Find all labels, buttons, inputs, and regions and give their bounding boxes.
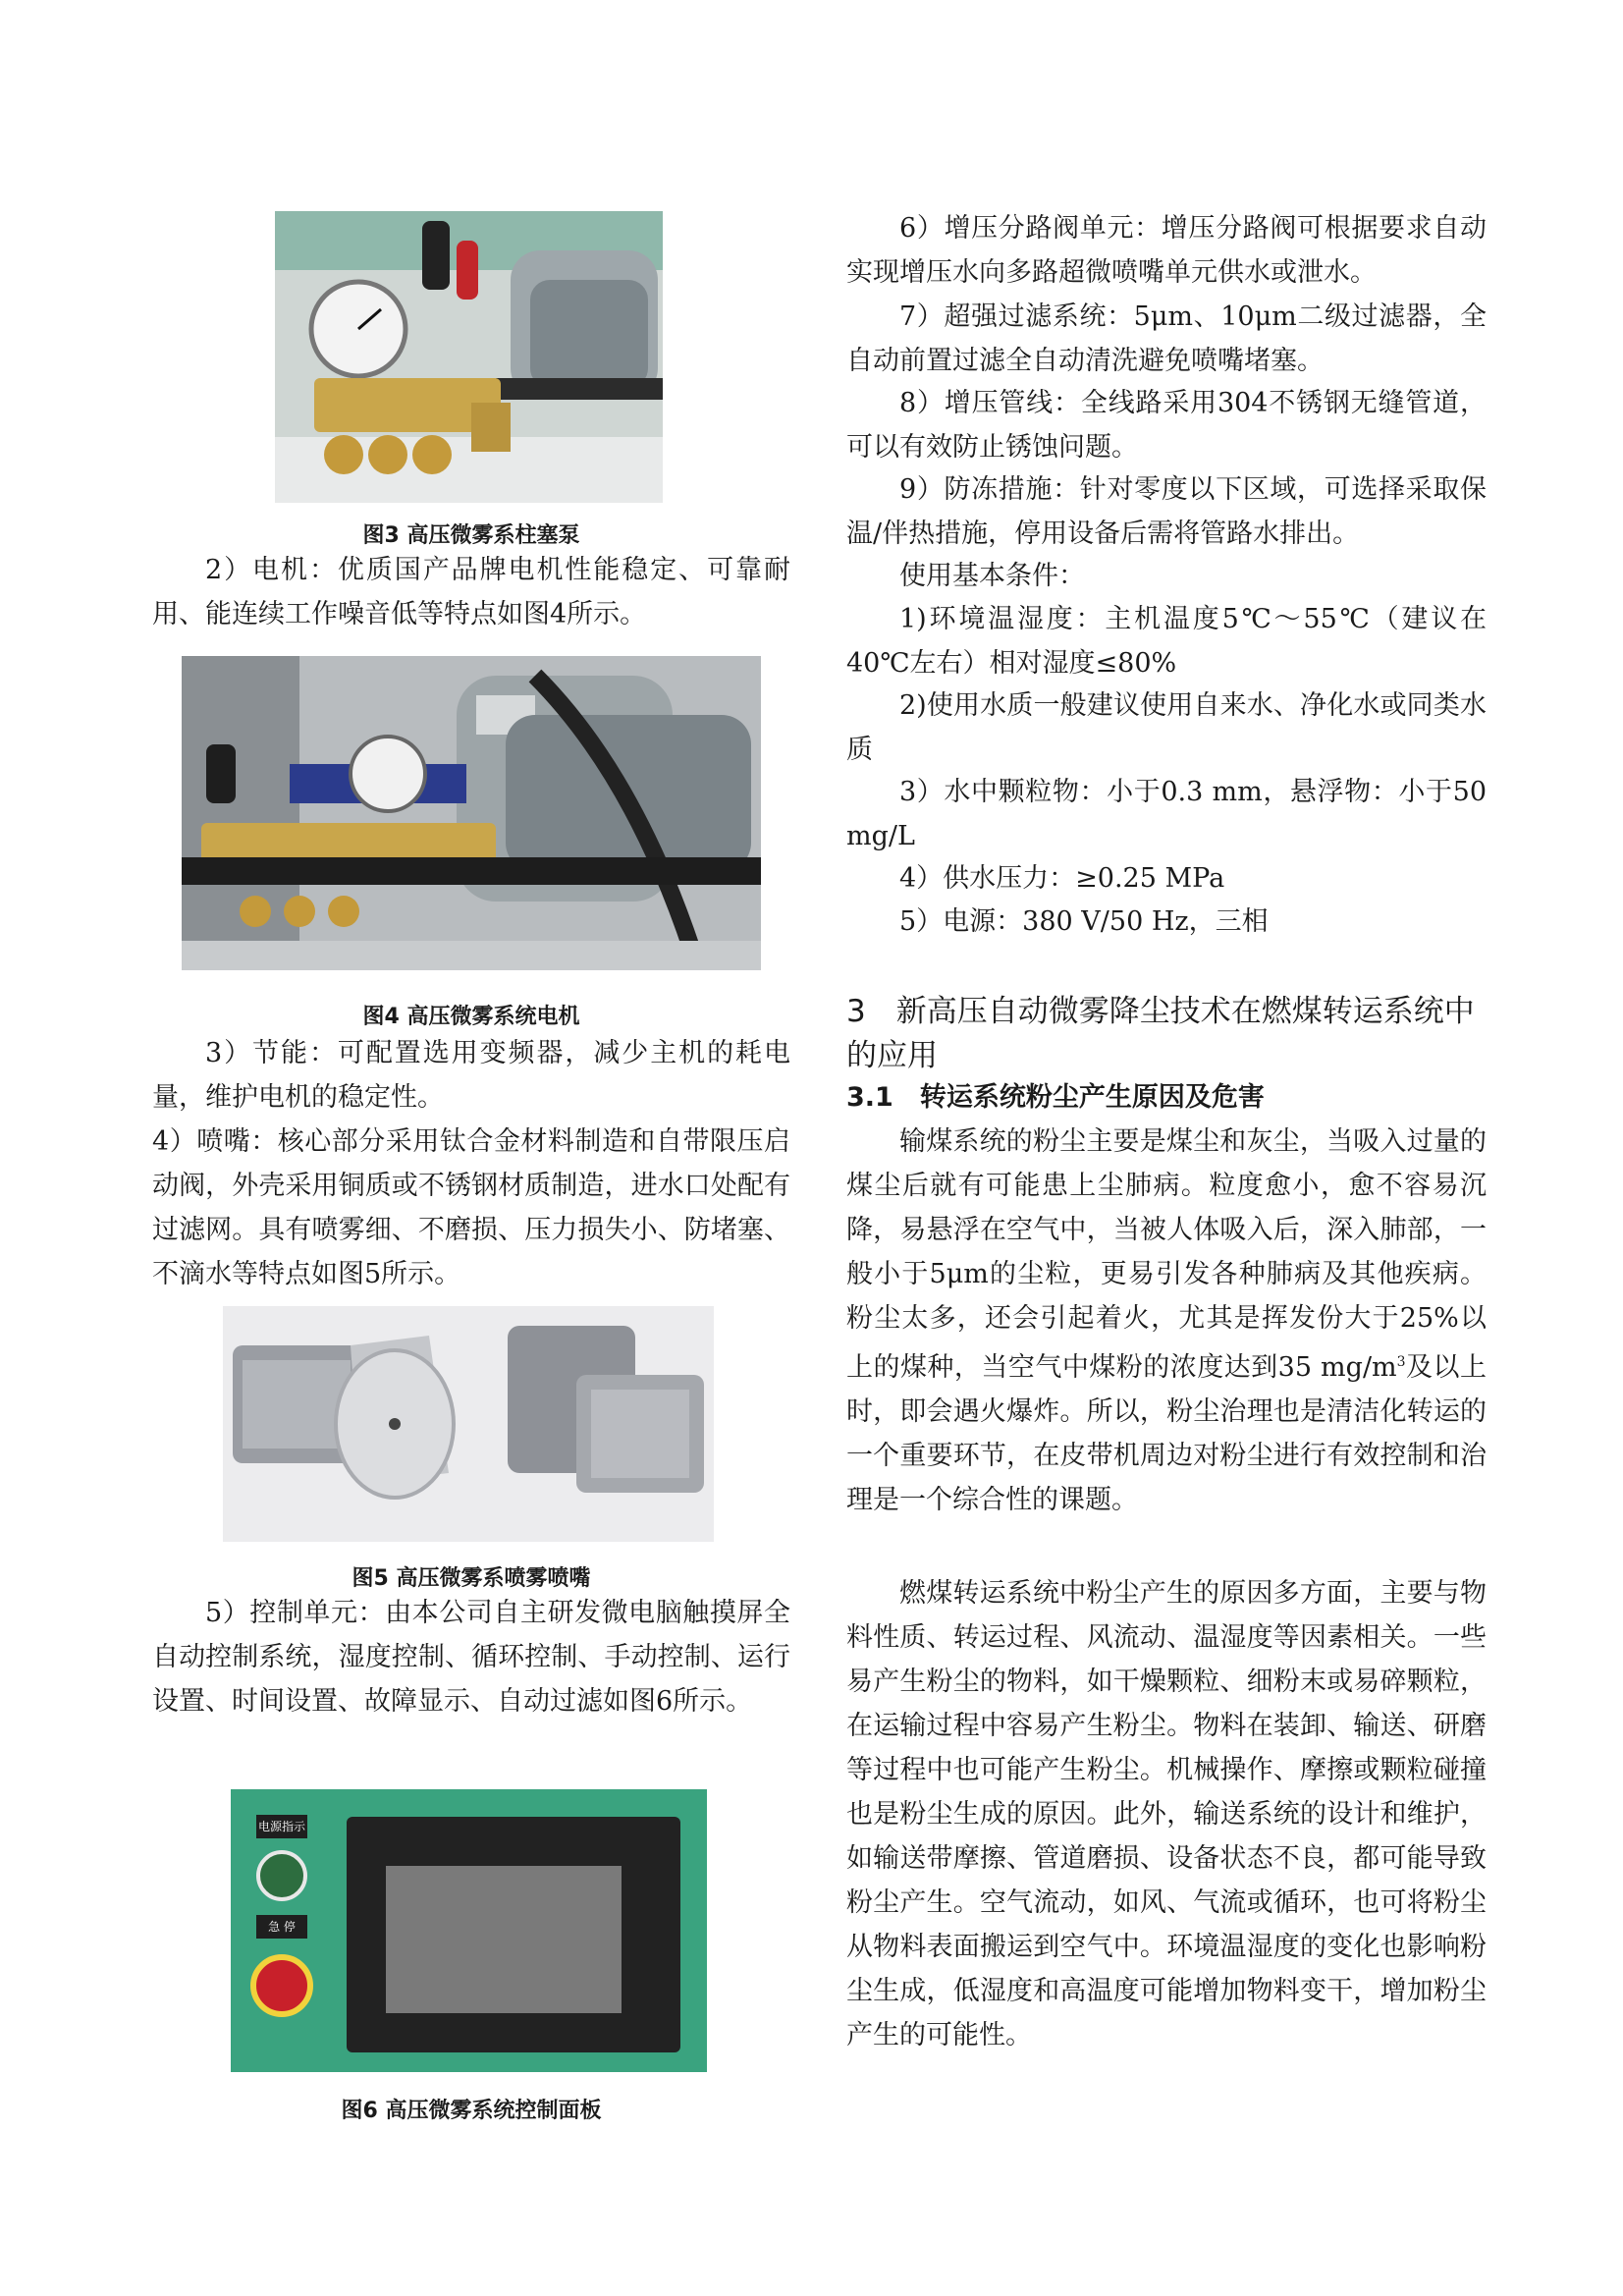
emergency-stop-label: 急 停 bbox=[256, 1915, 307, 1939]
figure-4-motor-photo bbox=[182, 656, 761, 970]
touchscreen-bezel bbox=[347, 1817, 680, 2052]
subsection-heading-3-1: 3.1 转运系统粉尘产生原因及危害 bbox=[846, 1082, 1265, 1113]
paragraph-dust-hazard-part-1: 输煤系统的粉尘主要是煤尘和灰尘，当吸入过量的煤尘后就有可能患上尘肺病。粒度愈小，愈不容易沉降，易悬浮在空气中，当被人体吸入后，深入肺部，一般小于5μm的尘粒，更易引发各种肺病及其他疾病。粉尘太多，还会引起着火，尤其是挥发份大于25%以上的煤种，当空气中煤粉的浓度达到35 mg/m bbox=[846, 1126, 1487, 1383]
paragraph-filter-system: 7）超强过滤系统：5μm、10μm二级过滤器，全自动前置过滤全自动清洗避免喷嘴堵塞。 bbox=[846, 301, 1487, 376]
figure-6-control-panel-photo bbox=[231, 1789, 707, 2072]
power-indicator-light bbox=[256, 1850, 307, 1901]
condition-temperature: 1)环境温湿度：主机温度5℃～55℃（建议在40℃左右）相对湿度≤80% bbox=[846, 604, 1487, 679]
paragraph-energy: 3）节能：可配置选用变频器，减少主机的耗电量，维护电机的稳定性。 bbox=[152, 1038, 790, 1113]
paragraph-dust-hazard-part-2: 及以上时，即会遇火爆炸。所以，粉尘治理也是清洁化转运的一个重要环节，在皮带机周边对粉尘进行有效控制和治理是一个综合性的课题。 bbox=[846, 1352, 1487, 1515]
paragraph-nozzle: 4）喷嘴：核心部分采用钛合金材料制造和自带限压启动阀，外壳采用铜质或不锈钢材质制造，进水口处配有过滤网。具有喷雾细、不磨损、压力损失小、防堵塞、不滴水等特点如图5所示。 bbox=[152, 1126, 790, 1289]
emergency-stop-button bbox=[250, 1954, 313, 2017]
paragraph-control: 5）控制单元：由本公司自主研发微电脑触摸屏全自动控制系统，湿度控制、循环控制、手动控制、运行设置、时间设置、故障显示、自动过滤如图6所示。 bbox=[152, 1598, 790, 1717]
condition-power-supply: 5）电源：380 V/50 Hz，三相 bbox=[899, 906, 1269, 937]
power-indicator-label: 电源指示 bbox=[256, 1815, 307, 1838]
paragraph-antifreeze: 9）防冻措施：针对零度以下区域，可选择采取保温/伴热措施，停用设备后需将管路水排出。 bbox=[846, 474, 1487, 549]
nozzle-image bbox=[223, 1306, 714, 1542]
pump-image bbox=[275, 211, 663, 503]
motor-image bbox=[182, 656, 761, 970]
paragraph-dust-hazard bbox=[846, 1120, 1487, 1522]
condition-water-quality: 2)使用水质一般建议使用自来水、净化水或同类水质 bbox=[846, 690, 1487, 765]
figure-5-nozzle-photo bbox=[223, 1306, 714, 1542]
condition-pressure: 4）供水压力：≥0.25 MPa bbox=[899, 863, 1225, 894]
cubic-superscript: 3 bbox=[1396, 1354, 1406, 1370]
paragraph-booster-valve: 6）增压分路阀单元：增压分路阀可根据要求自动实现增压水向多路超微喷嘴单元供水或泄水。 bbox=[846, 213, 1487, 288]
paragraph-dust-causes: 燃煤转运系统中粉尘产生的原因多方面，主要与物料性质、转运过程、风流动、温湿度等因素相关。一些易产生粉尘的物料，如干燥颗粒、细粉末或易碎颗粒，在运输过程中容易产生粉尘。物料在装卸、输送、研磨等过程中也可能产生粉尘。机械操作、摩擦或颗粒碰撞也是粉尘生成的原因。此外，输送系统的设计和维护，如输送带摩擦、管道磨损、设备状态不良，都可能导致粉尘产生。空气流动，如风、气流或循环，也可将粉尘从物料表面搬运到空气中。环境温湿度的变化也影响粉尘生成，低湿度和高温度可能增加物料变干，增加粉尘产生的可能性。 bbox=[846, 1578, 1487, 2050]
paragraph-pipeline: 8）增压管线：全线路采用304不锈钢无缝管道，可以有效防止锈蚀问题。 bbox=[846, 388, 1487, 463]
paragraph-motor: 2）电机：优质国产品牌电机性能稳定、可靠耐用、能连续工作噪音低等特点如图4所示。 bbox=[152, 555, 790, 629]
figure-6-caption: 图6 高压微雾系统控制面板 bbox=[341, 2099, 602, 2123]
figure-5-caption: 图5 高压微雾系喷雾喷嘴 bbox=[352, 1566, 591, 1591]
section-heading-3: 3 新高压自动微雾降尘技术在燃煤转运系统中的应用 bbox=[846, 994, 1475, 1073]
conditions-title: 使用基本条件： bbox=[899, 561, 1085, 591]
condition-particles: 3）水中颗粒物：小于0.3 mm，悬浮物：小于50 mg/L bbox=[846, 777, 1487, 851]
figure-3-caption: 图3 高压微雾系柱塞泵 bbox=[362, 523, 580, 548]
touchscreen-display bbox=[386, 1866, 622, 2013]
figure-3-pump-photo bbox=[275, 211, 663, 503]
figure-4-caption: 图4 高压微雾系统电机 bbox=[362, 1005, 580, 1029]
